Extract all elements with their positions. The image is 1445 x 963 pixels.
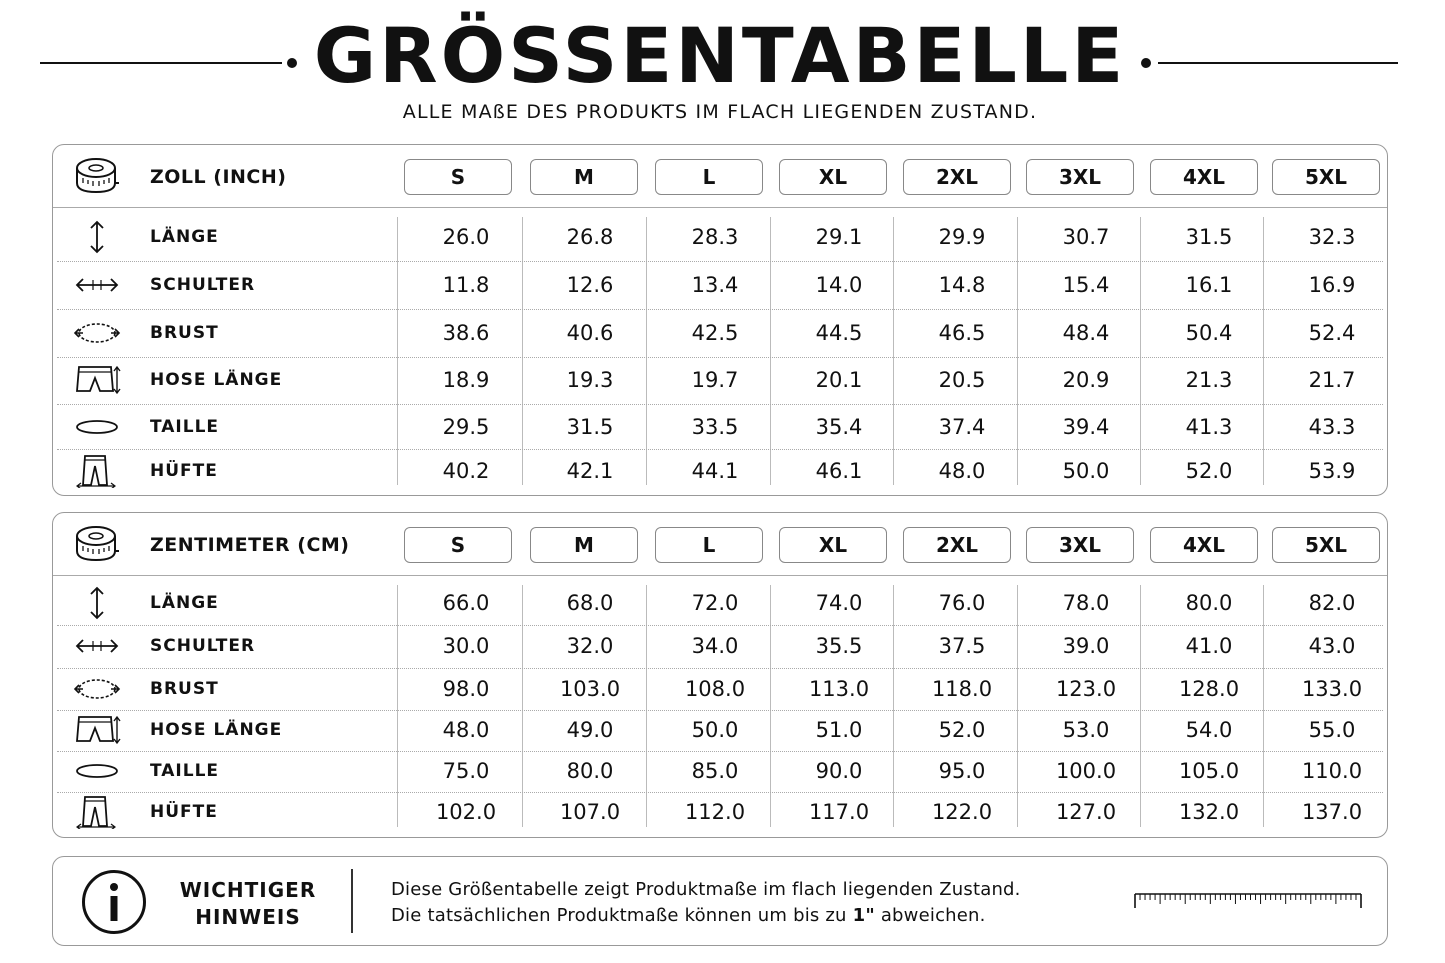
value-cell-l: 42.5: [691, 321, 739, 345]
value-cell-s: 66.0: [442, 591, 490, 615]
row-divider: [57, 309, 1383, 310]
info-icon: [81, 869, 147, 935]
value-cell-xl: 44.5: [815, 321, 863, 345]
value-cell-m: 40.6: [566, 321, 614, 345]
value-cell-3xl: 78.0: [1062, 591, 1110, 615]
measurement-row: [53, 268, 1387, 302]
measurement-row: [53, 629, 1387, 663]
value-cell-m: 19.3: [566, 368, 614, 392]
column-divider: [522, 217, 523, 485]
value-cell-l: 19.7: [691, 368, 739, 392]
size-header-3xl: 3XL: [1026, 159, 1134, 195]
value-cell-s: 48.0: [442, 718, 490, 742]
measurement-label: HOSE LÄNGE: [150, 370, 283, 390]
column-divider: [770, 217, 771, 485]
value-cell-l: 72.0: [691, 591, 739, 615]
value-cell-2xl: 20.5: [938, 368, 986, 392]
value-cell-2xl: 37.5: [938, 634, 986, 658]
value-cell-3xl: 123.0: [1055, 677, 1117, 701]
value-cell-2xl: 52.0: [938, 718, 986, 742]
value-cell-m: 80.0: [566, 759, 614, 783]
value-cell-s: 18.9: [442, 368, 490, 392]
value-cell-m: 26.8: [566, 225, 614, 249]
value-cell-l: 33.5: [691, 415, 739, 439]
measurement-row: [53, 454, 1387, 488]
measurement-label: HOSE LÄNGE: [150, 720, 283, 740]
value-cell-5xl: 82.0: [1308, 591, 1356, 615]
notice-text-line1: Diese Größentabelle zeigt Produktmaße im flach liegenden Zustand.: [391, 879, 1021, 900]
value-cell-2xl: 48.0: [938, 459, 986, 483]
value-cell-5xl: 21.7: [1308, 368, 1356, 392]
shorts-length-icon: [73, 713, 121, 747]
value-cell-3xl: 50.0: [1062, 459, 1110, 483]
value-cell-4xl: 21.3: [1185, 368, 1233, 392]
pants-hip-icon: [73, 454, 121, 488]
size-header-3xl: 3XL: [1026, 527, 1134, 563]
value-cell-xl: 74.0: [815, 591, 863, 615]
value-cell-5xl: 110.0: [1301, 759, 1363, 783]
measurement-label: TAILLE: [150, 761, 220, 781]
value-cell-5xl: 43.3: [1308, 415, 1356, 439]
value-cell-5xl: 133.0: [1301, 677, 1363, 701]
notice-text: [391, 877, 1021, 929]
length-arrow-icon: [73, 220, 121, 254]
row-divider: [57, 792, 1383, 793]
shoulder-arrow-icon: [73, 629, 121, 663]
value-cell-4xl: 31.5: [1185, 225, 1233, 249]
measurement-row: [53, 316, 1387, 350]
value-cell-m: 49.0: [566, 718, 614, 742]
measurement-row: [53, 363, 1387, 397]
value-cell-m: 107.0: [559, 800, 621, 824]
size-header-l: L: [655, 527, 763, 563]
size-header-2xl: 2XL: [903, 527, 1011, 563]
row-divider: [57, 261, 1383, 262]
row-divider: [57, 710, 1383, 711]
value-cell-l: 28.3: [691, 225, 739, 249]
important-notice: [52, 856, 1388, 946]
value-cell-5xl: 32.3: [1308, 225, 1356, 249]
value-cell-2xl: 14.8: [938, 273, 986, 297]
value-cell-s: 98.0: [442, 677, 490, 701]
measurement-label: SCHULTER: [150, 275, 256, 295]
column-divider: [397, 585, 398, 827]
value-cell-m: 42.1: [566, 459, 614, 483]
value-cell-xl: 90.0: [815, 759, 863, 783]
value-cell-2xl: 118.0: [931, 677, 993, 701]
notice-title: [173, 877, 323, 931]
measurement-row: [53, 220, 1387, 254]
notice-tolerance-value: 1": [852, 905, 875, 926]
value-cell-4xl: 54.0: [1185, 718, 1233, 742]
value-cell-l: 112.0: [684, 800, 746, 824]
size-header-5xl: 5XL: [1272, 527, 1380, 563]
waist-ellipse-icon: [73, 410, 121, 444]
value-cell-s: 40.2: [442, 459, 490, 483]
value-cell-s: 102.0: [435, 800, 497, 824]
measurement-row: [53, 754, 1387, 788]
value-cell-3xl: 39.0: [1062, 634, 1110, 658]
column-divider: [1140, 217, 1141, 485]
value-cell-l: 50.0: [691, 718, 739, 742]
value-cell-4xl: 16.1: [1185, 273, 1233, 297]
value-cell-s: 38.6: [442, 321, 490, 345]
chest-loop-icon: [73, 672, 121, 706]
value-cell-5xl: 55.0: [1308, 718, 1356, 742]
value-cell-xl: 35.5: [815, 634, 863, 658]
size-header-s: S: [404, 159, 512, 195]
shorts-length-icon: [73, 363, 121, 397]
value-cell-l: 108.0: [684, 677, 746, 701]
column-divider: [1017, 585, 1018, 827]
notice-text-line2-start: Die tatsächlichen Produktmaße können um bis zu: [391, 905, 853, 926]
measuring-tape-icon: [73, 523, 119, 565]
value-cell-5xl: 16.9: [1308, 273, 1356, 297]
value-cell-s: 11.8: [442, 273, 490, 297]
title-rule-right: [1158, 62, 1398, 64]
size-header-4xl: 4XL: [1150, 527, 1258, 563]
size-header-xl: XL: [779, 159, 887, 195]
value-cell-m: 68.0: [566, 591, 614, 615]
chest-loop-icon: [73, 316, 121, 350]
value-cell-xl: 29.1: [815, 225, 863, 249]
value-cell-xl: 117.0: [808, 800, 870, 824]
column-divider: [397, 217, 398, 485]
value-cell-2xl: 76.0: [938, 591, 986, 615]
value-cell-2xl: 122.0: [931, 800, 993, 824]
column-divider: [1263, 585, 1264, 827]
row-divider: [57, 668, 1383, 669]
column-divider: [893, 585, 894, 827]
row-divider: [57, 449, 1383, 450]
page-subtitle: ALLE MAßE DES PRODUKTS IM FLACH LIEGENDEN ZUSTAND.: [402, 101, 1038, 123]
value-cell-3xl: 39.4: [1062, 415, 1110, 439]
column-divider: [1263, 217, 1264, 485]
value-cell-2xl: 95.0: [938, 759, 986, 783]
ruler-edge: [1135, 894, 1361, 908]
value-cell-xl: 20.1: [815, 368, 863, 392]
size-header-4xl: 4XL: [1150, 159, 1258, 195]
page-header: [0, 0, 1440, 140]
waist-ellipse-icon: [73, 754, 121, 788]
notice-text-line2: [391, 903, 1021, 929]
value-cell-xl: 35.4: [815, 415, 863, 439]
value-cell-xl: 113.0: [808, 677, 870, 701]
title-rule-left: [40, 62, 282, 64]
cm-size-table: [52, 512, 1388, 838]
measurement-row: [53, 672, 1387, 706]
value-cell-xl: 14.0: [815, 273, 863, 297]
value-cell-4xl: 41.0: [1185, 634, 1233, 658]
measurement-row: [53, 586, 1387, 620]
measuring-tape-icon: [73, 155, 119, 197]
notice-divider: [351, 869, 353, 933]
value-cell-3xl: 53.0: [1062, 718, 1110, 742]
pants-hip-icon: [73, 795, 121, 829]
unit-label: ZOLL (INCH): [150, 166, 287, 188]
measurement-label: BRUST: [150, 323, 219, 343]
measurement-label: HÜFTE: [150, 802, 218, 822]
value-cell-3xl: 15.4: [1062, 273, 1110, 297]
value-cell-s: 30.0: [442, 634, 490, 658]
value-cell-m: 32.0: [566, 634, 614, 658]
value-cell-4xl: 52.0: [1185, 459, 1233, 483]
value-cell-5xl: 53.9: [1308, 459, 1356, 483]
value-cell-3xl: 48.4: [1062, 321, 1110, 345]
value-cell-s: 75.0: [442, 759, 490, 783]
column-divider: [522, 585, 523, 827]
row-divider: [57, 751, 1383, 752]
value-cell-l: 44.1: [691, 459, 739, 483]
size-header-s: S: [404, 527, 512, 563]
value-cell-m: 103.0: [559, 677, 621, 701]
shoulder-arrow-icon: [73, 268, 121, 302]
value-cell-s: 26.0: [442, 225, 490, 249]
value-cell-4xl: 105.0: [1178, 759, 1240, 783]
size-header-2xl: 2XL: [903, 159, 1011, 195]
unit-label: ZENTIMETER (CM): [150, 534, 350, 556]
size-header-m: M: [530, 159, 638, 195]
value-cell-3xl: 100.0: [1055, 759, 1117, 783]
value-cell-4xl: 132.0: [1178, 800, 1240, 824]
value-cell-4xl: 80.0: [1185, 591, 1233, 615]
value-cell-2xl: 37.4: [938, 415, 986, 439]
ruler-icon: [1133, 890, 1363, 912]
measurement-label: BRUST: [150, 679, 219, 699]
column-divider: [1017, 217, 1018, 485]
inch-size-table: [52, 144, 1388, 496]
value-cell-xl: 46.1: [815, 459, 863, 483]
value-cell-4xl: 50.4: [1185, 321, 1233, 345]
measurement-label: LÄNGE: [150, 593, 219, 613]
value-cell-l: 85.0: [691, 759, 739, 783]
value-cell-m: 31.5: [566, 415, 614, 439]
column-divider: [770, 585, 771, 827]
size-header-xl: XL: [779, 527, 887, 563]
length-arrow-icon: [73, 586, 121, 620]
table-header: [53, 145, 1387, 208]
column-divider: [1140, 585, 1141, 827]
notice-title-line1: WICHTIGER: [179, 878, 317, 902]
size-header-5xl: 5XL: [1272, 159, 1380, 195]
value-cell-5xl: 137.0: [1301, 800, 1363, 824]
row-divider: [57, 625, 1383, 626]
value-cell-xl: 51.0: [815, 718, 863, 742]
notice-text-line2-end: abweichen.: [874, 905, 986, 926]
table-header: [53, 513, 1387, 576]
measurement-label: LÄNGE: [150, 227, 219, 247]
value-cell-3xl: 30.7: [1062, 225, 1110, 249]
row-divider: [57, 404, 1383, 405]
size-header-l: L: [655, 159, 763, 195]
column-divider: [893, 217, 894, 485]
value-cell-4xl: 41.3: [1185, 415, 1233, 439]
value-cell-s: 29.5: [442, 415, 490, 439]
title-dot-right: [1141, 58, 1151, 68]
value-cell-2xl: 46.5: [938, 321, 986, 345]
notice-title-line2: HINWEIS: [195, 905, 301, 929]
value-cell-m: 12.6: [566, 273, 614, 297]
measurement-label: TAILLE: [150, 417, 220, 437]
column-divider: [646, 217, 647, 485]
column-divider: [646, 585, 647, 827]
value-cell-3xl: 127.0: [1055, 800, 1117, 824]
value-cell-l: 34.0: [691, 634, 739, 658]
value-cell-5xl: 43.0: [1308, 634, 1356, 658]
size-header-m: M: [530, 527, 638, 563]
measurement-row: [53, 713, 1387, 747]
page-title: GRÖSSENTABELLE: [313, 11, 1127, 100]
measurement-row: [53, 795, 1387, 829]
measurement-row: [53, 410, 1387, 444]
value-cell-l: 13.4: [691, 273, 739, 297]
value-cell-3xl: 20.9: [1062, 368, 1110, 392]
measurement-label: SCHULTER: [150, 636, 256, 656]
measurement-label: HÜFTE: [150, 461, 218, 481]
value-cell-5xl: 52.4: [1308, 321, 1356, 345]
title-dot-left: [287, 58, 297, 68]
value-cell-2xl: 29.9: [938, 225, 986, 249]
value-cell-4xl: 128.0: [1178, 677, 1240, 701]
row-divider: [57, 357, 1383, 358]
